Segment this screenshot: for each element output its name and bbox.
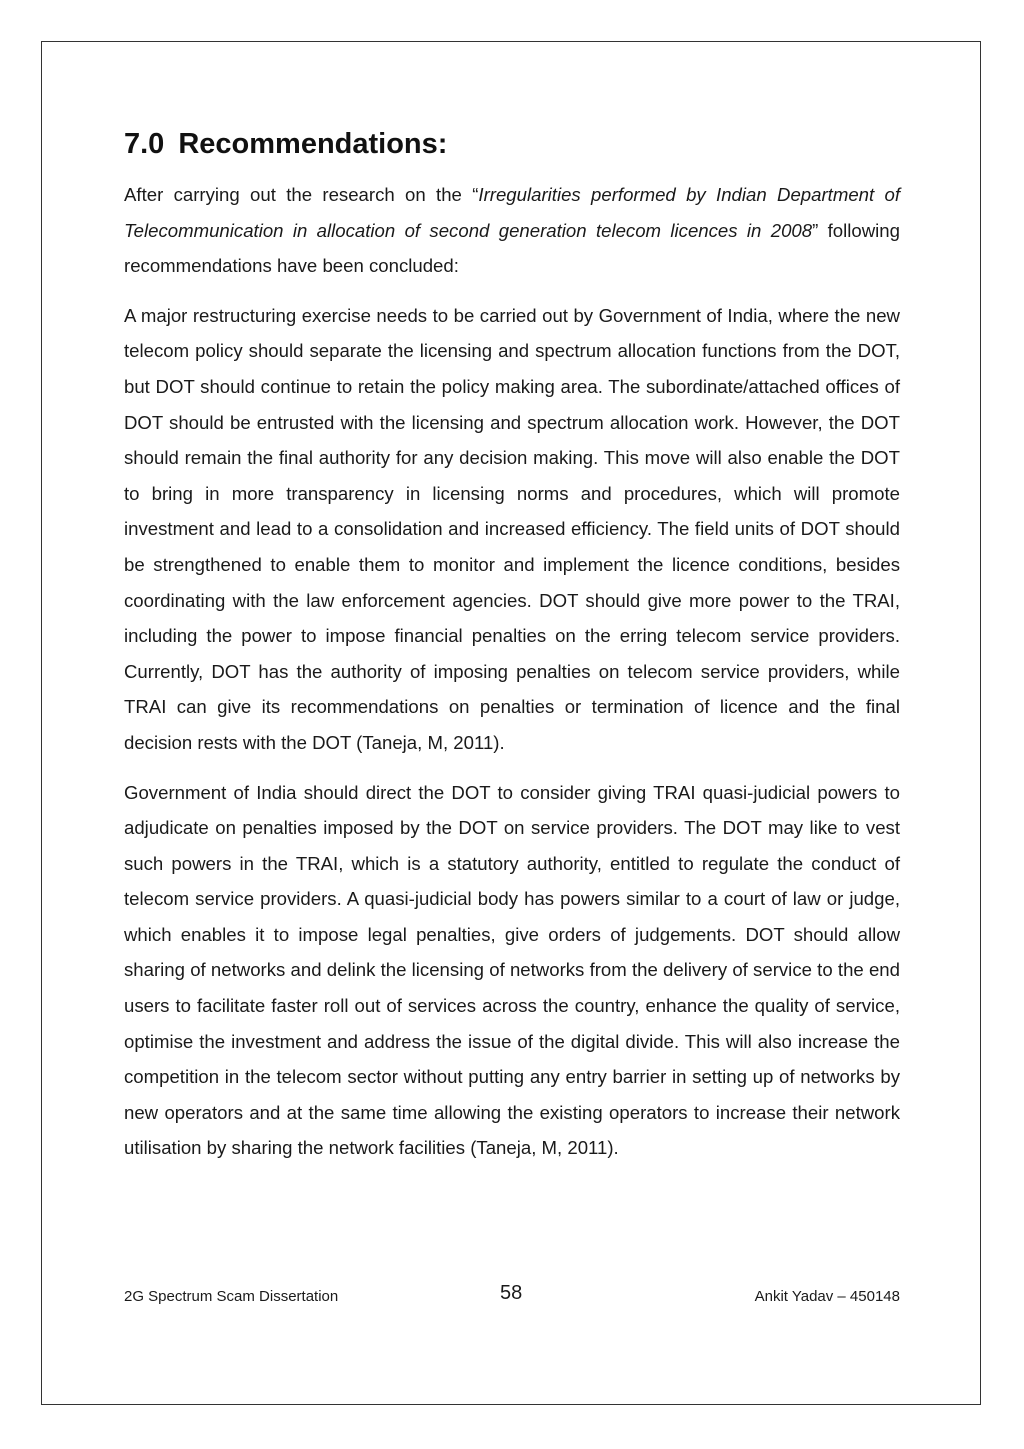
section-title: Recommendations: [178,128,448,160]
page-footer [124,1282,900,1312]
page-content [124,124,900,1180]
section-heading [124,124,900,164]
body-paragraph-trai-powers: Government of India should direct the DOT to consider giving TRAI quasi-judicial powers to adjudicate on penalties imposed by the DOT on service providers. The DOT may like to vest such powers in the TRAI, which is a statutory authority, entitled to regulate the conduct of telecom service providers. A quasi-judicial body has powers similar to a court of law or judge, which enables it to impose legal penalties, give orders of judgements. DOT should allow sharing of networks and delink the licensing of networks from the delivery of service to the end users to facilitate faster roll out of services across the country, enhance the quality of service, optimise the investment and address the issue of the digital divide. This will also increase the competition in the telecom sector without putting any entry barrier in setting up of networks by new operators and at the same time allowing the existing operators to increase their network utilisation by sharing the network facilities (Taneja, M, 2011). [124,781,900,1159]
footer-author: Ankit Yadav – 450148 [754,1288,900,1305]
footer-document-title: 2G Spectrum Scam Dissertation [124,1288,339,1305]
footer-page-number: 58 [500,1282,523,1304]
section-number: 7.0 [124,128,165,160]
intro-paragraph [124,177,900,284]
body-paragraph-restructuring: A major restructuring exercise needs to be carried out by Government of India, where the new telecom policy should separate the licensing and spectrum allocation functions from the DOT, but DOT should continue to retain the policy making area. The subordinate/attached offices of DOT should be entrusted with the licensing and spectrum allocation work. However, the DOT should remain the final authority for any decision making. This move will also enable the DOT to bring in more transparency in licensing norms and procedures, which will promote investment and lead to a consolidation and increased efficiency. The field units of DOT should be strengthened to enable them to monitor and implement the licence conditions, besides coordinating with the law enforcement agencies. DOT should give more power to the TRAI, including the power to impose financial penalties on the erring telecom service providers. Currently, DOT has the authority of imposing penalties on telecom service providers, while TRAI can give its recommendations on penalties or termination of licence and the final decision rests with the DOT (Taneja, M, 2011). [124,304,900,753]
intro-tail: ” following recommendations have been concluded: [124,219,900,277]
intro-study-title: Irregularities performed by Indian Department of Telecommunication in allocation of second generation telecom licences in 2008 [124,184,900,241]
intro-lead: After carrying out the research on the “ [124,184,479,205]
